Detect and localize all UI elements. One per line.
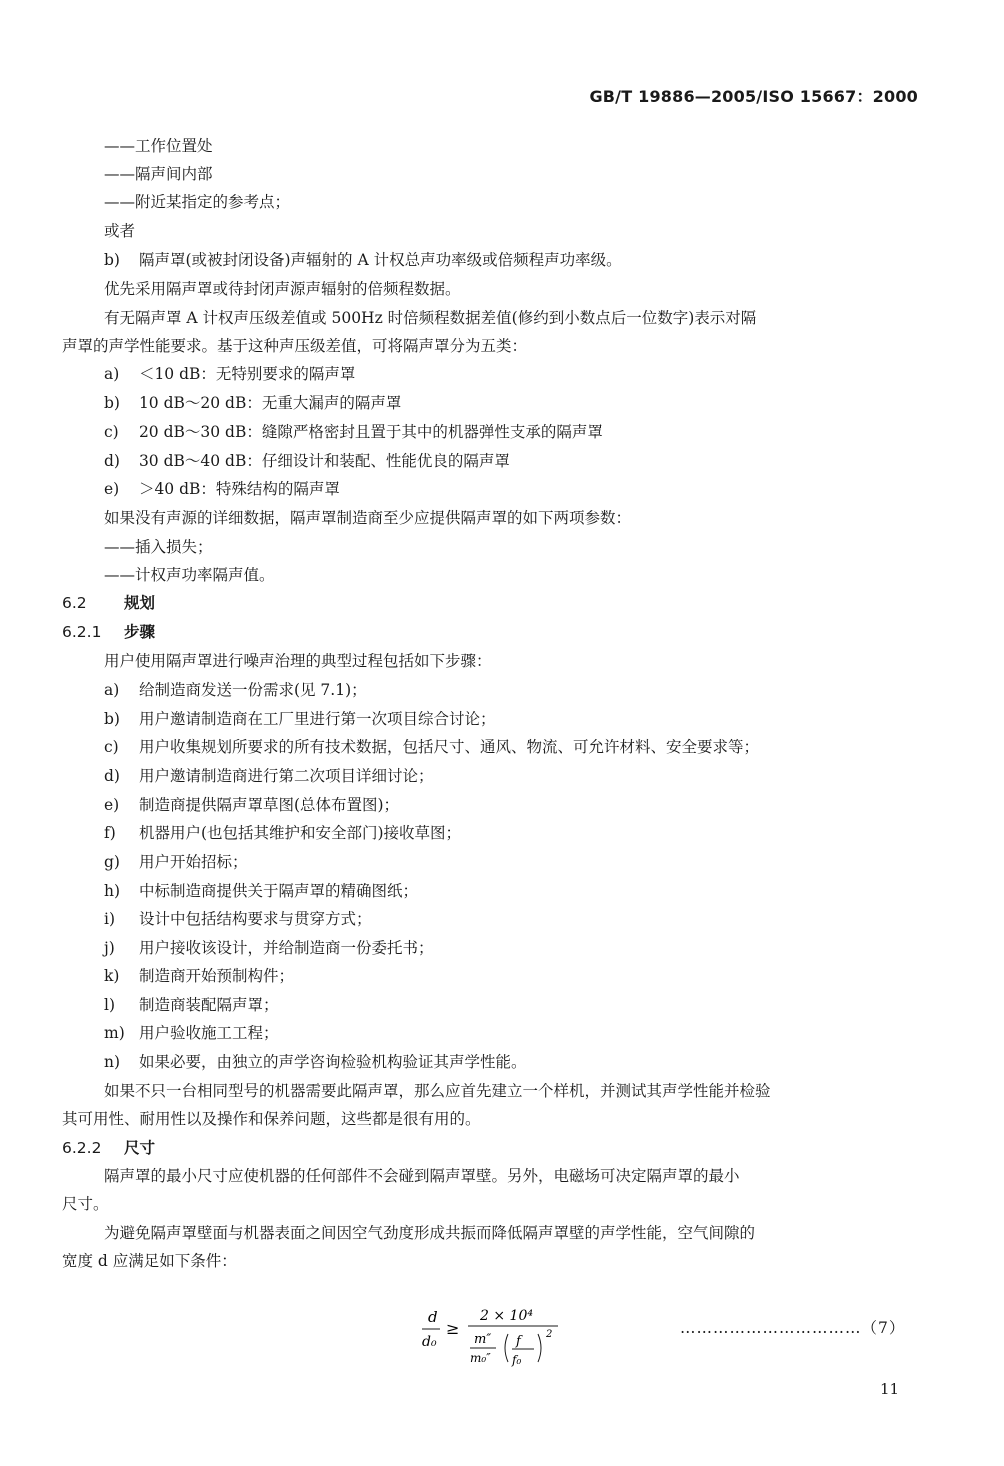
step-text: 设计中包括结构要求与贯穿方式； <box>138 910 372 928</box>
list-label: d) <box>104 452 120 470</box>
step-text: 制造商装配隔声罩； <box>138 996 279 1014</box>
step-label: a) <box>104 681 120 699</box>
section-heading-6-2-1 <box>62 622 155 642</box>
list-text: 隔声罩(或被封闭设备)声辐射的 A 计权总声功率级或倍频程声功率级。 <box>138 251 622 269</box>
list-text: 10 dB～20 dB：无重大漏声的隔声罩 <box>138 394 402 412</box>
step-label: k) <box>104 967 120 985</box>
dash-item: ——计权声功率隔声值。 <box>104 566 275 584</box>
paragraph-line: 为避免隔声罩壁面与机器表面之间因空气劲度形成共振而降低隔声罩壁的声学性能，空气间隙的 <box>104 1224 756 1242</box>
list-label: b) <box>104 394 120 412</box>
equation-number: ……………………………（7） <box>680 1319 906 1337</box>
step-item <box>104 1023 278 1043</box>
step-label: g) <box>104 853 120 871</box>
step-text: 给制造商发送一份需求(见 7.1)； <box>138 681 367 699</box>
step-label: c) <box>104 738 119 756</box>
step-item <box>104 909 371 929</box>
list-item <box>104 364 355 384</box>
dash-item: ——插入损失； <box>104 538 213 556</box>
list-item <box>104 393 401 413</box>
step-item <box>104 938 433 958</box>
mass-denominator: m₀″ <box>470 1351 491 1365</box>
freq-denominator: f₀ <box>512 1353 522 1367</box>
section-heading-6-2-2 <box>62 1138 155 1158</box>
step-label: h) <box>104 882 121 900</box>
list-label: a) <box>104 365 120 383</box>
step-label: m) <box>104 1024 125 1042</box>
rhs-numerator: 2 × 10⁴ <box>480 1308 533 1324</box>
section-number: 6.2 <box>62 594 87 612</box>
step-item <box>104 795 399 815</box>
step-text: 用户邀请制造商在工厂里进行第一次项目综合讨论； <box>138 710 496 728</box>
step-text: 用户收集规划所要求的所有技术数据，包括尺寸、通风、物流、可允许材料、安全要求等； <box>138 738 759 756</box>
dash-item: ——隔声间内部 <box>104 165 213 183</box>
list-item <box>104 451 510 471</box>
step-item <box>104 1052 526 1072</box>
list-item <box>104 422 603 442</box>
paragraph-line: 声罩的声学性能要求。基于这种声压级差值，可将隔声罩分为五类： <box>62 337 528 355</box>
list-label: b) <box>104 251 120 269</box>
step-label: j) <box>104 939 115 957</box>
exponent: 2 <box>546 1329 553 1340</box>
step-text: 用户邀请制造商进行第二次项目详细讨论； <box>138 767 434 785</box>
relation-symbol: ≥ <box>446 1319 460 1338</box>
section-title: 步骤 <box>124 623 156 641</box>
step-label: e) <box>104 796 120 814</box>
step-item <box>104 823 461 843</box>
step-text: 制造商提供隔声罩草图(总体布置图)； <box>138 796 400 814</box>
step-label: b) <box>104 710 120 728</box>
paragraph-line: 宽度 d 应满足如下条件： <box>62 1252 237 1270</box>
list-text: 20 dB～30 dB：缝隙严格密封且置于其中的机器弹性支承的隔声罩 <box>138 423 603 441</box>
step-item <box>104 766 433 786</box>
step-label: n) <box>104 1053 121 1071</box>
step-item <box>104 852 247 872</box>
step-item <box>104 709 495 729</box>
mass-numerator: m″ <box>474 1332 492 1347</box>
freq-numerator: f <box>516 1334 521 1349</box>
list-label: e) <box>104 480 120 498</box>
section-title: 尺寸 <box>124 1139 156 1157</box>
step-label: f) <box>104 824 116 842</box>
step-item <box>104 881 418 901</box>
step-label: d) <box>104 767 120 785</box>
equation-7 <box>418 1304 578 1368</box>
step-label: i) <box>104 910 116 928</box>
page-header: GB/T 19886—2005/ISO 15667：2000 <box>589 87 918 106</box>
section-title: 规划 <box>124 594 156 612</box>
paragraph-line: 优先采用隔声罩或待封闭声源声辐射的倍频程数据。 <box>104 280 461 298</box>
section-number: 6.2.1 <box>62 623 102 641</box>
list-text: ＞40 dB：特殊结构的隔声罩 <box>138 480 340 498</box>
step-text: 中标制造商提供关于隔声罩的精确图纸； <box>138 882 418 900</box>
step-text: 机器用户(也包括其维护和安全部门)接收草图； <box>138 824 462 842</box>
step-text: 用户开始招标； <box>138 853 248 871</box>
paragraph-line: 隔声罩的最小尺寸应使机器的任何部件不会碰到隔声罩壁。另外，电磁场可决定隔声罩的最小 <box>104 1167 740 1185</box>
list-label: c) <box>104 423 119 441</box>
paragraph-line: 其可用性、耐用性以及操作和保养问题，这些都是很有用的。 <box>62 1110 481 1128</box>
lhs-numerator: d <box>428 1308 438 1326</box>
paragraph-line: 如果不只一台相同型号的机器需要此隔声罩，那么应首先建立一个样机，并测试其声学性能并检验 <box>104 1082 771 1100</box>
list-text: ＜10 dB：无特别要求的隔声罩 <box>138 365 356 383</box>
dash-item: ——附近某指定的参考点； <box>104 193 291 211</box>
section-heading-6-2 <box>62 593 155 613</box>
list-item <box>104 479 340 499</box>
step-text: 用户验收施工工程； <box>138 1024 279 1042</box>
step-item <box>104 966 294 986</box>
step-text: 用户接收该设计，并给制造商一份委托书； <box>138 939 434 957</box>
step-text: 制造商开始预制构件； <box>138 967 294 985</box>
step-item <box>104 680 367 700</box>
paragraph-line: 用户使用隔声罩进行噪声治理的典型过程包括如下步骤： <box>104 652 492 670</box>
paragraph-line: 尺寸。 <box>62 1195 109 1213</box>
step-label: l) <box>104 996 116 1014</box>
step-item <box>104 737 759 757</box>
paragraph-line: 或者 <box>104 222 136 240</box>
dash-item: ——工作位置处 <box>104 137 213 155</box>
list-text: 30 dB～40 dB：仔细设计和装配、性能优良的隔声罩 <box>138 452 510 470</box>
step-item <box>104 995 278 1015</box>
page-number: 11 <box>880 1380 900 1398</box>
paragraph-line: 如果没有声源的详细数据，隔声罩制造商至少应提供隔声罩的如下两项参数： <box>104 509 632 527</box>
step-text: 如果必要，由独立的声学咨询检验机构验证其声学性能。 <box>138 1053 527 1071</box>
section-number: 6.2.2 <box>62 1139 102 1157</box>
paragraph-line: 有无隔声罩 A 计权声压级差值或 500Hz 时倍频程数据差值(修约到小数点后一位数字)表示对隔 <box>104 309 757 327</box>
list-item <box>104 250 622 270</box>
lhs-denominator: d₀ <box>422 1334 437 1350</box>
